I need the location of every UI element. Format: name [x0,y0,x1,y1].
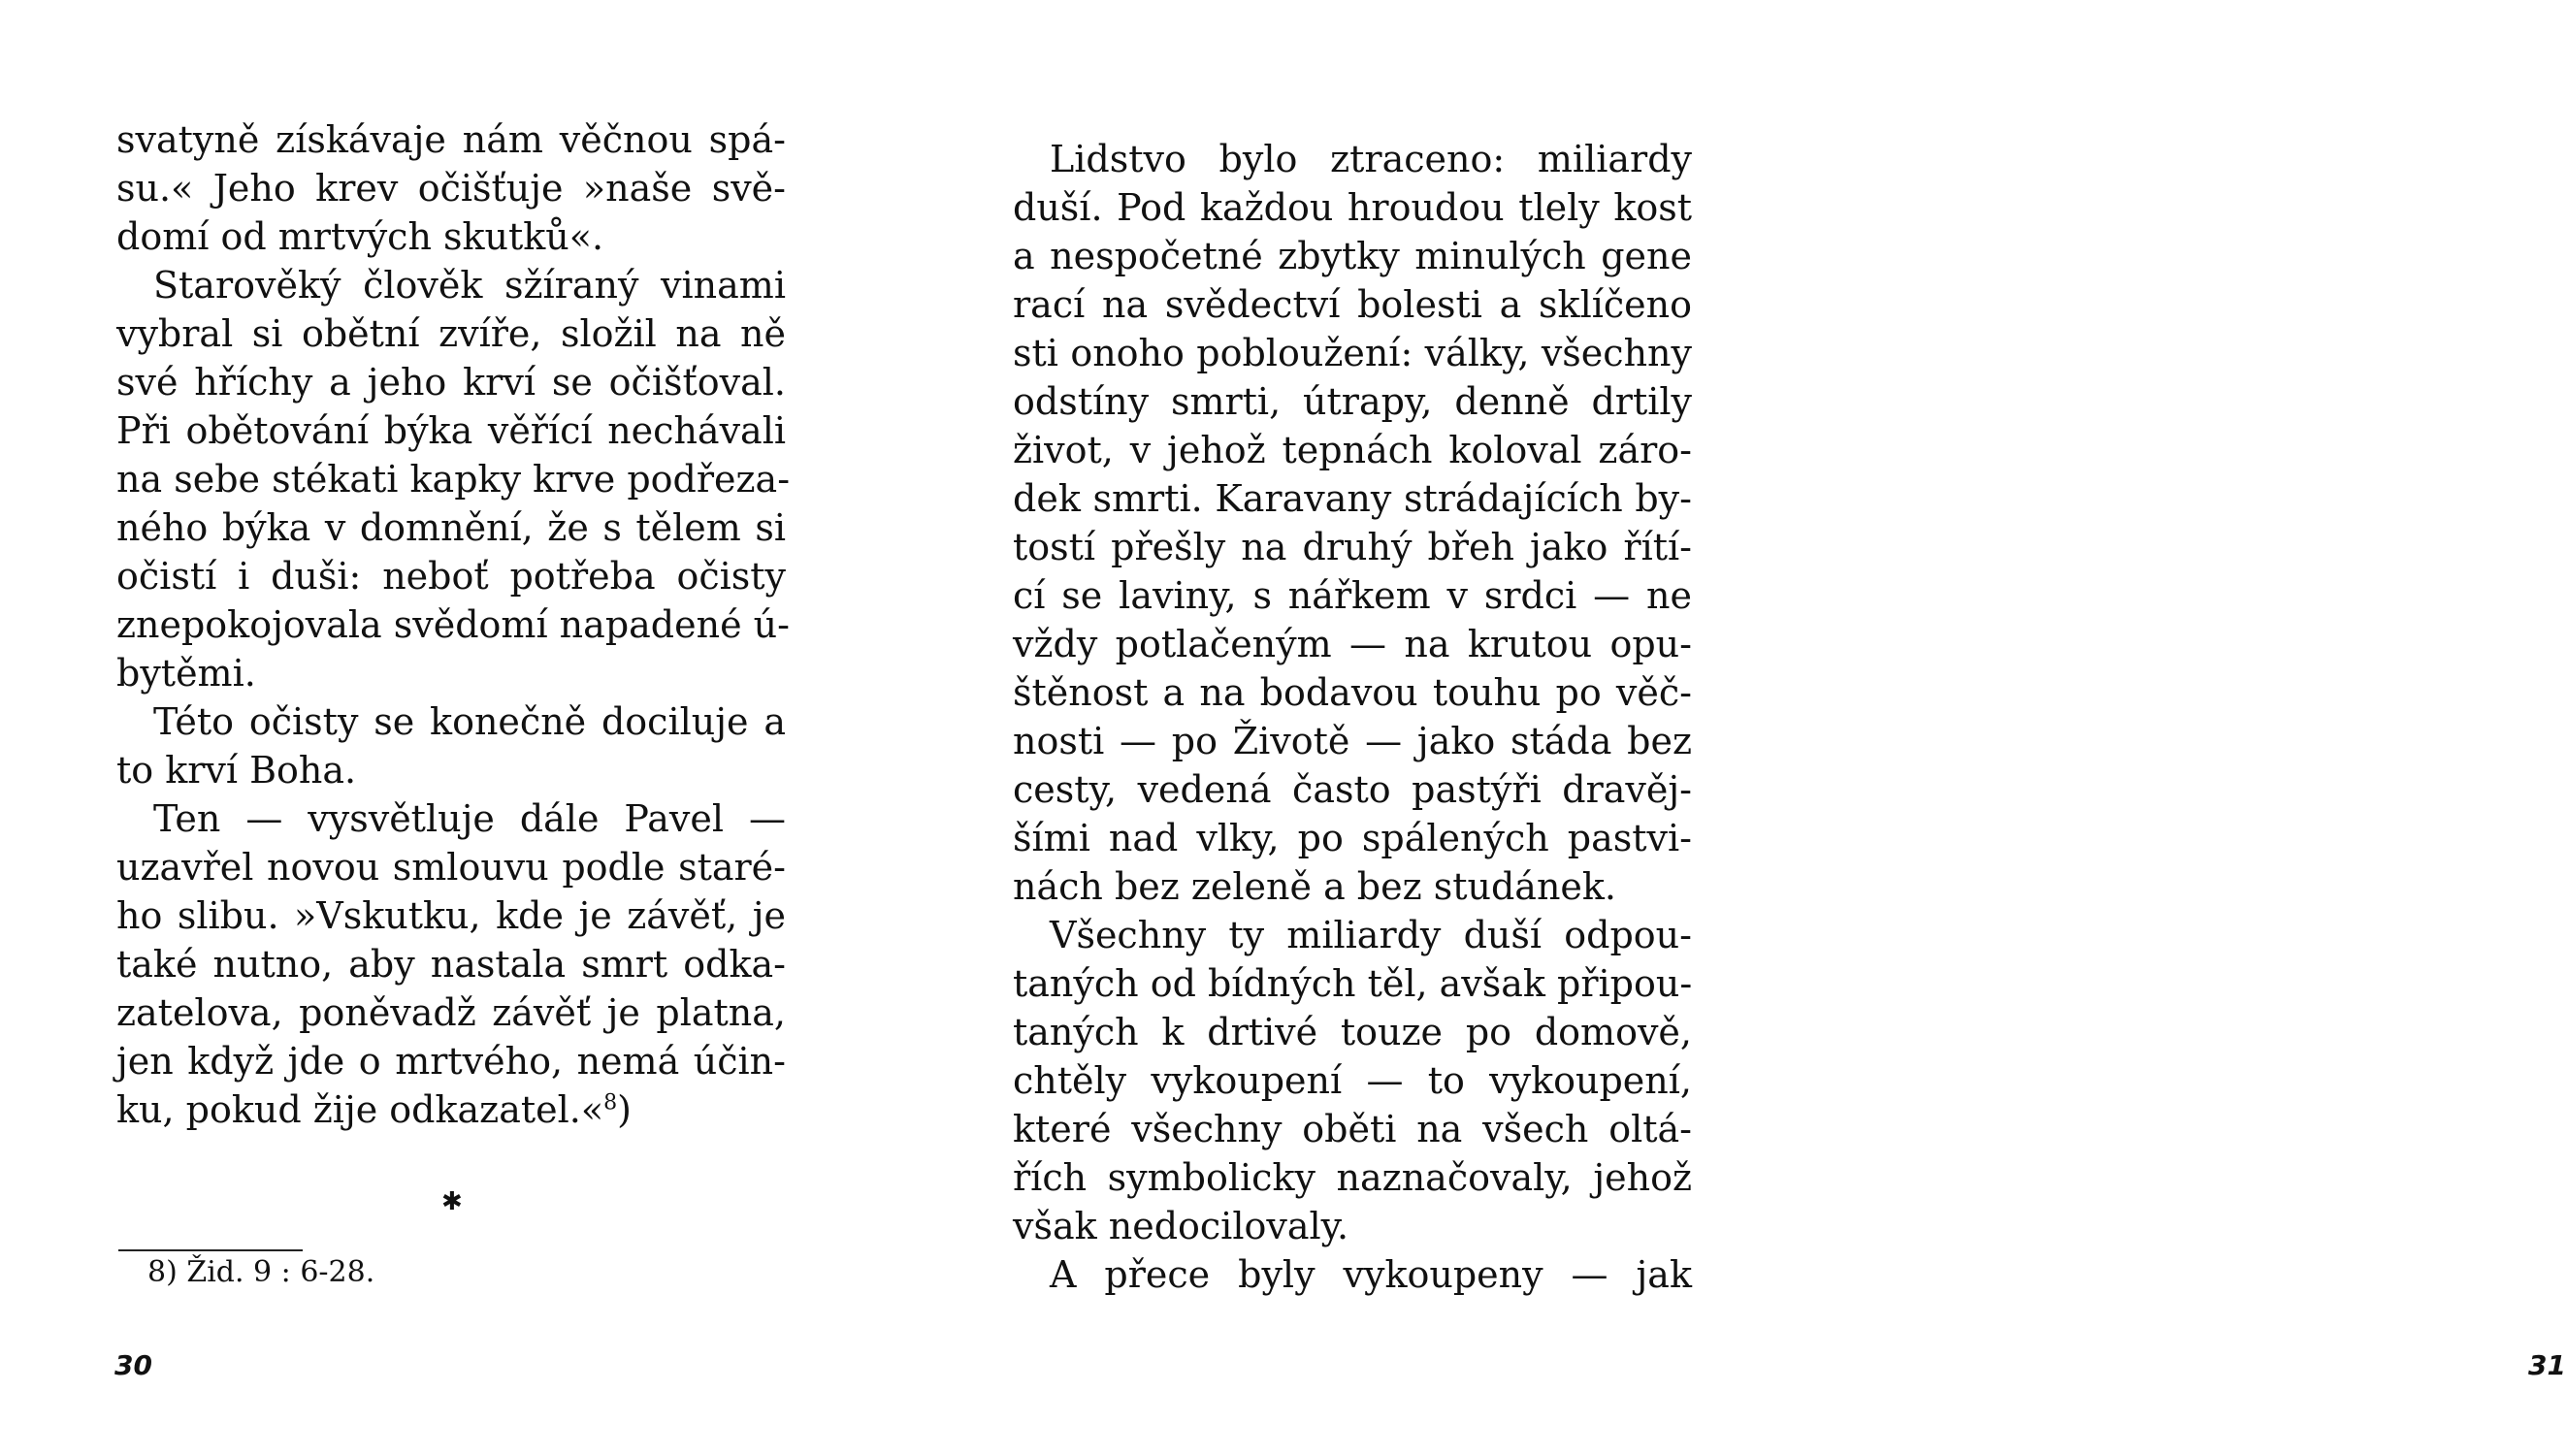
footnote-text: Žid. 9 : 6-28. [186,1255,375,1289]
left-line-6: své hříchy a jeho krví se očišťoval. [116,361,786,404]
left-line-12: bytěmi. [116,652,256,695]
right-line-18: taných od bídných těl, avšak připou- [1013,962,1693,1005]
left-line-16: uzavřel novou smlouvu podle staré- [116,846,786,889]
left-line-2: su.« Jeho krev očišťuje »naše svě- [116,167,786,210]
left-line-17: ho slibu. »Vskutku, kde je závěť, je [116,894,786,937]
page-number-left: 30 [114,1349,152,1381]
right-line-22: řích symbolicky naznačovaly, jehož [1013,1156,1692,1199]
right-line-10: cí se laviny, s nářkem v srdci — ne [1013,574,1692,617]
right-line-24: A přece byly vykoupeny — jak [1050,1253,1692,1296]
left-line-13: Této očisty se konečně dociluje a [153,700,786,743]
right-line-11: vždy potlačeným — na krutou opu- [1013,623,1692,665]
left-line-18: také nutno, aby nastala smrt odka- [116,943,786,986]
left-line-9: ného býka v domnění, že s tělem si [116,506,786,549]
right-line-1: Lidstvo bylo ztraceno: miliardy [1050,138,1692,180]
right-line-4: rací na svědectví bolesti a sklíčeno [1013,283,1692,326]
footnote-marker: 8) [147,1255,178,1289]
left-line-3: domí od mrtvých skutků«. [116,215,604,258]
footnote-reference: 8 [603,1090,618,1116]
left-line-8: na sebe stékati kapky krve podřeza- [116,458,791,501]
left-line-19: zatelova, poněvadž závěť je platna, [116,991,786,1034]
right-line-9: tostí přešly na druhý břeh jako řítí- [1013,526,1692,568]
left-line-5: vybral si obětní zvíře, složil na ně [116,312,786,355]
footnote [147,1255,374,1290]
right-line-23: však nedocilovaly. [1013,1205,1349,1247]
footnote-rule [118,1249,303,1251]
right-line-19: taných k drtivé touze po domově, [1013,1011,1692,1053]
left-line-21 [116,1086,786,1134]
right-line-13: nosti — po Životě — jako stáda bez [1013,720,1692,762]
right-line-6: odstíny smrti, útrapy, denně drtily [1013,380,1692,423]
left-page [0,0,887,1456]
right-page [887,0,2566,1456]
right-line-20: chtěly vykoupení — to vykoupení, [1013,1059,1692,1102]
right-line-16: nách bez zeleně a bez studánek. [1013,865,1617,908]
left-line-11: znepokojovala svědomí napadené ú- [116,603,790,646]
right-line-7: život, v jehož tepnách koloval záro- [1013,429,1692,471]
left-line-14: to krví Boha. [116,749,357,792]
left-line-4: Starověký člověk sžíraný vinami [153,264,786,307]
left-line-21-text: ku, pokud žije odkazatel.« [116,1088,604,1131]
left-line-20: jen když jde o mrtvého, nemá účin- [116,1040,786,1083]
right-line-5: sti onoho pobloužení: války, všechny [1013,332,1692,374]
left-line-15: Ten — vysvětluje dále Pavel — [153,797,786,840]
right-line-21: které všechny oběti na všech oltá- [1013,1108,1692,1150]
left-line-1: svatyně získávaje nám věčnou spá- [116,118,786,161]
section-ornament: ✱ [441,1187,463,1216]
right-line-3: a nespočetné zbytky minulých gene [1013,235,1692,277]
right-line-17: Všechny ty miliardy duší odpou- [1050,914,1692,956]
right-line-15: šími nad vlky, po spálených pastvi- [1013,817,1692,859]
left-line-7: Při obětování býka věřící nechávali [116,409,786,452]
right-line-2: duší. Pod každou hroudou tlely kost [1013,186,1692,229]
right-line-8: dek smrti. Karavany strádajících by- [1013,477,1692,520]
right-line-14: cesty, vedená často pastýři dravěj- [1013,768,1692,811]
right-line-12: štěnost a na bodavou touhu po věč- [1013,671,1692,714]
left-line-10: očistí i duši: neboť potřeba očisty [116,555,786,598]
page-number-right: 31 [2528,1349,2566,1381]
closing-parenthesis: ) [617,1088,632,1131]
